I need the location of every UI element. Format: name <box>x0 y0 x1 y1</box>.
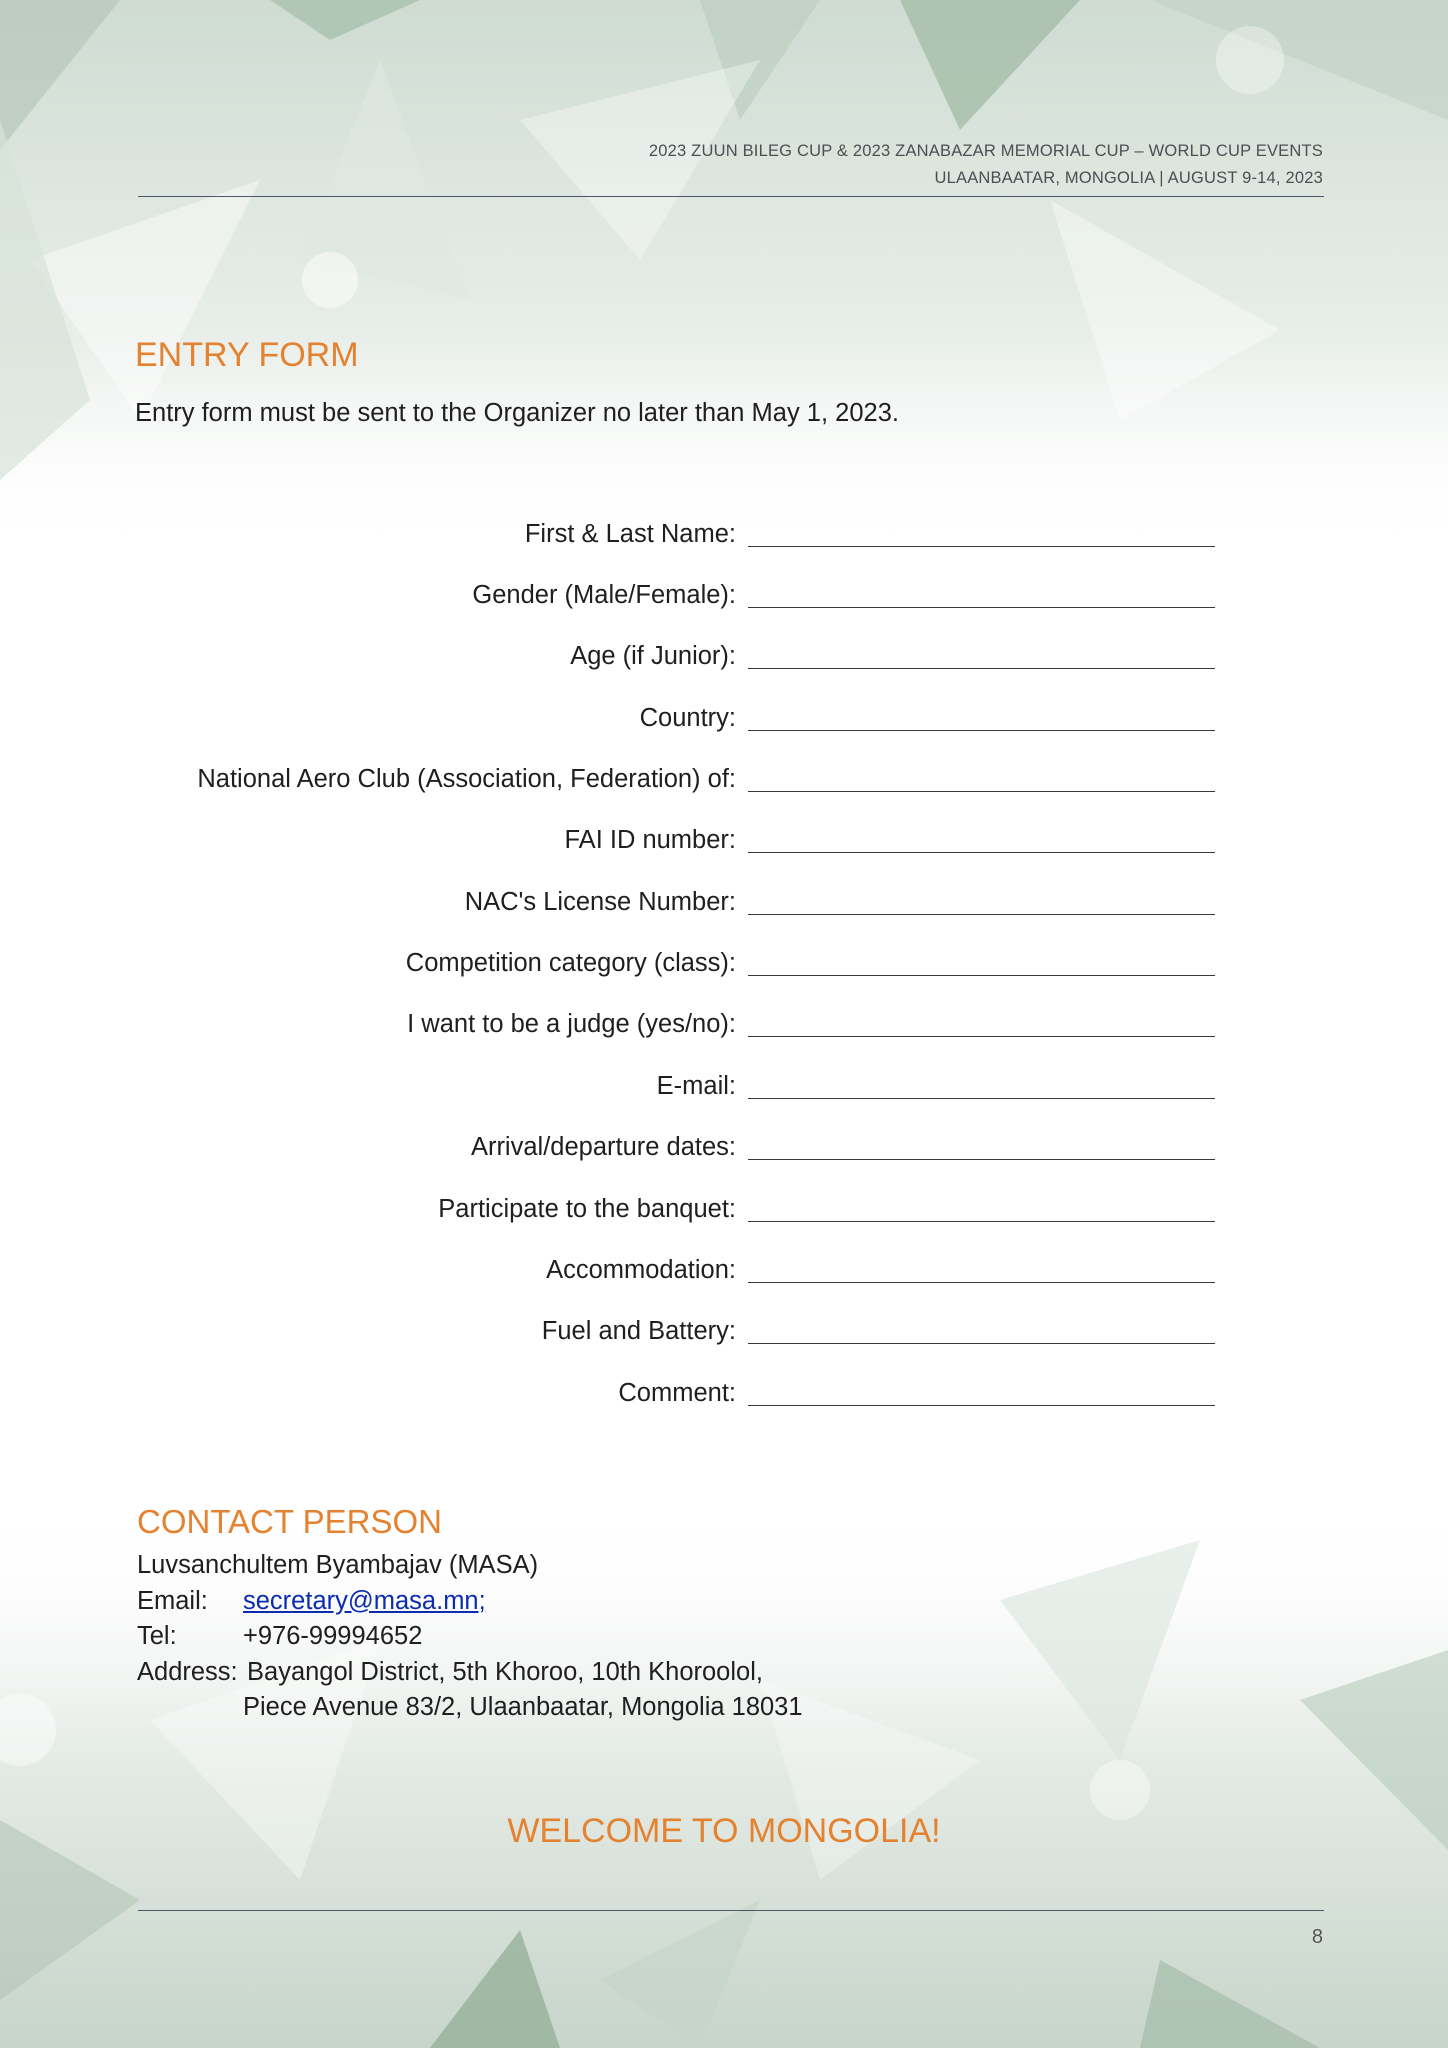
form-row-accommodation <box>0 1246 1448 1286</box>
email-link[interactable]: secretary@masa.mn; <box>243 1586 486 1615</box>
form-row-age <box>0 632 1448 672</box>
form-row-fai-id <box>0 816 1448 856</box>
nac-license-field[interactable] <box>748 890 1215 915</box>
field-label: Accommodation: <box>546 1256 736 1284</box>
header-event-title: 2023 ZUUN BILEG CUP & 2023 ZANABAZAR MEMORIAL CUP – WORLD CUP EVENTS <box>648 142 1323 160</box>
tel-label: Tel: <box>137 1622 177 1650</box>
name-field[interactable] <box>748 522 1215 547</box>
tel-value: +976-99994652 <box>243 1622 423 1650</box>
field-label: Fuel and Battery: <box>541 1317 736 1345</box>
banquet-field[interactable] <box>748 1197 1215 1222</box>
contact-person-title: CONTACT PERSON <box>137 1503 442 1540</box>
field-label: Participate to the banquet: <box>438 1195 736 1223</box>
form-row-comment <box>0 1369 1448 1409</box>
form-row-name <box>0 510 1448 550</box>
header-location-dates: ULAANBAATAR, MONGOLIA | AUGUST 9-14, 2023 <box>934 169 1323 187</box>
form-row-nac-license <box>0 878 1448 918</box>
field-label: First & Last Name: <box>524 520 736 548</box>
form-row-aero-club <box>0 755 1448 795</box>
fai-id-field[interactable] <box>748 828 1215 853</box>
field-label: Age (if Junior): <box>570 642 736 670</box>
entry-form-title: ENTRY FORM <box>135 336 359 374</box>
field-label: NAC's License Number: <box>464 888 736 916</box>
form-row-fuel-battery <box>0 1307 1448 1347</box>
running-header <box>649 138 1323 192</box>
email-label: Email: <box>137 1586 208 1615</box>
field-label: E-mail: <box>656 1072 736 1100</box>
email-field[interactable] <box>748 1074 1215 1099</box>
field-label: I want to be a judge (yes/no): <box>407 1010 736 1038</box>
contact-name: Luvsanchultem Byambajav (MASA) <box>137 1551 539 1579</box>
dates-field[interactable] <box>748 1135 1215 1160</box>
field-label: Gender (Male/Female): <box>472 581 736 609</box>
form-row-dates <box>0 1123 1448 1163</box>
form-row-email <box>0 1062 1448 1102</box>
aero-club-field[interactable] <box>748 767 1215 792</box>
category-field[interactable] <box>748 951 1215 976</box>
form-row-gender <box>0 571 1448 611</box>
age-field[interactable] <box>748 644 1215 669</box>
form-row-category <box>0 939 1448 979</box>
field-label: Country: <box>639 704 736 732</box>
fuel-battery-field[interactable] <box>748 1319 1215 1344</box>
page-number: 8 <box>1311 1926 1323 1948</box>
accommodation-field[interactable] <box>748 1258 1215 1283</box>
footer-divider <box>138 1910 1324 1911</box>
field-label: Competition category (class): <box>405 949 736 977</box>
entry-form-intro: Entry form must be sent to the Organizer no later than May 1, 2023. <box>135 399 899 427</box>
country-field[interactable] <box>748 706 1215 731</box>
field-label: Comment: <box>618 1379 736 1407</box>
address-label: Address: <box>137 1657 238 1686</box>
judge-field[interactable] <box>748 1012 1215 1037</box>
address-line-2: Piece Avenue 83/2, Ulaanbaatar, Mongolia 18031 <box>243 1693 803 1721</box>
comment-field[interactable] <box>748 1381 1215 1406</box>
form-row-judge <box>0 1000 1448 1040</box>
address-line-1: Bayangol District, 5th Khoroo, 10th Khoroolol, <box>247 1657 763 1686</box>
welcome-message: WELCOME TO MONGOLIA! <box>507 1812 941 1850</box>
gender-field[interactable] <box>748 583 1215 608</box>
form-row-banquet <box>0 1185 1448 1225</box>
form-row-country <box>0 694 1448 734</box>
field-label: Arrival/departure dates: <box>470 1133 736 1161</box>
field-label: FAI ID number: <box>564 826 736 854</box>
field-label: National Aero Club (Association, Federation) of: <box>197 765 736 793</box>
header-divider <box>138 196 1324 197</box>
